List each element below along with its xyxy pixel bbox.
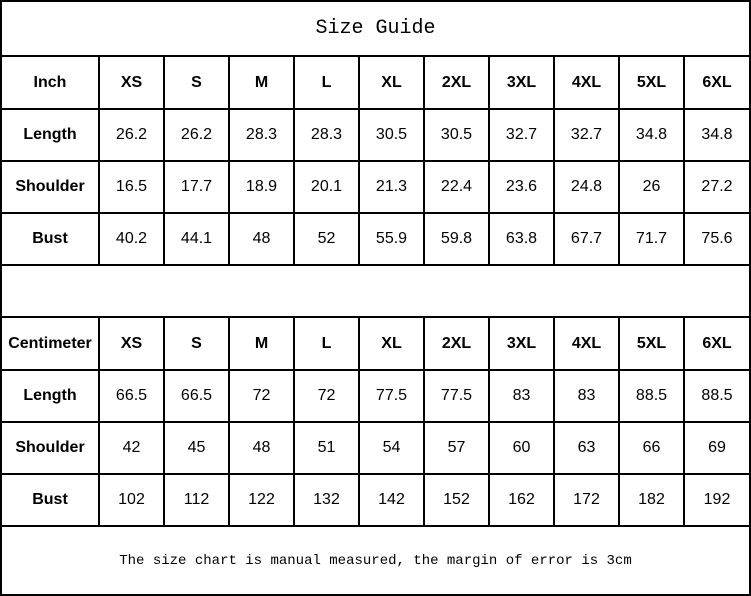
size-column-header: XL [359, 57, 424, 109]
footer-note: The size chart is manual measured, the margin of error is 3cm [119, 552, 632, 569]
value-cell: 66.5 [164, 370, 229, 422]
value-cell: 83 [489, 370, 554, 422]
size-column-header: 4XL [554, 318, 619, 370]
size-column-header: 5XL [619, 57, 684, 109]
value-cell: 172 [554, 474, 619, 526]
measurement-row [2, 474, 749, 526]
value-cell: 88.5 [684, 370, 749, 422]
value-cell: 27.2 [684, 161, 749, 213]
unit-header-cell: Inch [2, 57, 99, 109]
size-column-header: 2XL [424, 57, 489, 109]
value-cell: 57 [424, 422, 489, 474]
value-cell: 77.5 [424, 370, 489, 422]
value-cell: 63.8 [489, 213, 554, 265]
value-cell: 142 [359, 474, 424, 526]
value-cell: 32.7 [489, 109, 554, 161]
value-cell: 112 [164, 474, 229, 526]
value-cell: 30.5 [424, 109, 489, 161]
value-cell: 16.5 [99, 161, 164, 213]
size-table-centimeter [2, 318, 749, 527]
row-label-cell: Shoulder [2, 422, 99, 474]
value-cell: 51 [294, 422, 359, 474]
size-column-header: S [164, 318, 229, 370]
measurement-row [2, 213, 749, 265]
size-column-header: L [294, 57, 359, 109]
value-cell: 66 [619, 422, 684, 474]
value-cell: 42 [99, 422, 164, 474]
size-column-header: S [164, 57, 229, 109]
value-cell: 55.9 [359, 213, 424, 265]
measurement-row [2, 109, 749, 161]
size-header-row [2, 57, 749, 109]
value-cell: 75.6 [684, 213, 749, 265]
row-label-cell: Bust [2, 474, 99, 526]
value-cell: 32.7 [554, 109, 619, 161]
value-cell: 52 [294, 213, 359, 265]
value-cell: 48 [229, 213, 294, 265]
size-column-header: 6XL [684, 57, 749, 109]
value-cell: 24.8 [554, 161, 619, 213]
value-cell: 88.5 [619, 370, 684, 422]
value-cell: 30.5 [359, 109, 424, 161]
value-cell: 72 [229, 370, 294, 422]
value-cell: 26.2 [99, 109, 164, 161]
value-cell: 18.9 [229, 161, 294, 213]
value-cell: 26.2 [164, 109, 229, 161]
size-column-header: M [229, 318, 294, 370]
measurement-row [2, 161, 749, 213]
size-column-header: L [294, 318, 359, 370]
value-cell: 122 [229, 474, 294, 526]
value-cell: 21.3 [359, 161, 424, 213]
size-column-header: 3XL [489, 57, 554, 109]
value-cell: 162 [489, 474, 554, 526]
value-cell: 23.6 [489, 161, 554, 213]
size-column-header: 5XL [619, 318, 684, 370]
value-cell: 48 [229, 422, 294, 474]
value-cell: 71.7 [619, 213, 684, 265]
value-cell: 83 [554, 370, 619, 422]
value-cell: 63 [554, 422, 619, 474]
value-cell: 60 [489, 422, 554, 474]
value-cell: 72 [294, 370, 359, 422]
row-label-cell: Shoulder [2, 161, 99, 213]
size-column-header: XL [359, 318, 424, 370]
size-table-inch [2, 57, 749, 266]
value-cell: 40.2 [99, 213, 164, 265]
page-title: Size Guide [2, 2, 749, 57]
value-cell: 44.1 [164, 213, 229, 265]
measurement-row [2, 422, 749, 474]
unit-header-cell: Centimeter [2, 318, 99, 370]
value-cell: 22.4 [424, 161, 489, 213]
size-table-inch-body [2, 57, 749, 265]
value-cell: 45 [164, 422, 229, 474]
value-cell: 102 [99, 474, 164, 526]
value-cell: 67.7 [554, 213, 619, 265]
size-column-header: M [229, 57, 294, 109]
size-column-header: 3XL [489, 318, 554, 370]
measurement-row [2, 370, 749, 422]
size-column-header: 4XL [554, 57, 619, 109]
row-label-cell: Length [2, 370, 99, 422]
value-cell: 20.1 [294, 161, 359, 213]
value-cell: 34.8 [684, 109, 749, 161]
size-column-header: XS [99, 318, 164, 370]
table-gap [2, 266, 749, 318]
size-table-centimeter-body [2, 318, 749, 526]
value-cell: 26 [619, 161, 684, 213]
row-label-cell: Length [2, 109, 99, 161]
size-column-header: XS [99, 57, 164, 109]
value-cell: 77.5 [359, 370, 424, 422]
value-cell: 54 [359, 422, 424, 474]
size-column-header: 2XL [424, 318, 489, 370]
value-cell: 182 [619, 474, 684, 526]
value-cell: 132 [294, 474, 359, 526]
value-cell: 28.3 [229, 109, 294, 161]
value-cell: 34.8 [619, 109, 684, 161]
value-cell: 69 [684, 422, 749, 474]
value-cell: 192 [684, 474, 749, 526]
size-column-header: 6XL [684, 318, 749, 370]
size-header-row [2, 318, 749, 370]
value-cell: 152 [424, 474, 489, 526]
value-cell: 66.5 [99, 370, 164, 422]
value-cell: 17.7 [164, 161, 229, 213]
value-cell: 28.3 [294, 109, 359, 161]
value-cell: 59.8 [424, 213, 489, 265]
row-label-cell: Bust [2, 213, 99, 265]
